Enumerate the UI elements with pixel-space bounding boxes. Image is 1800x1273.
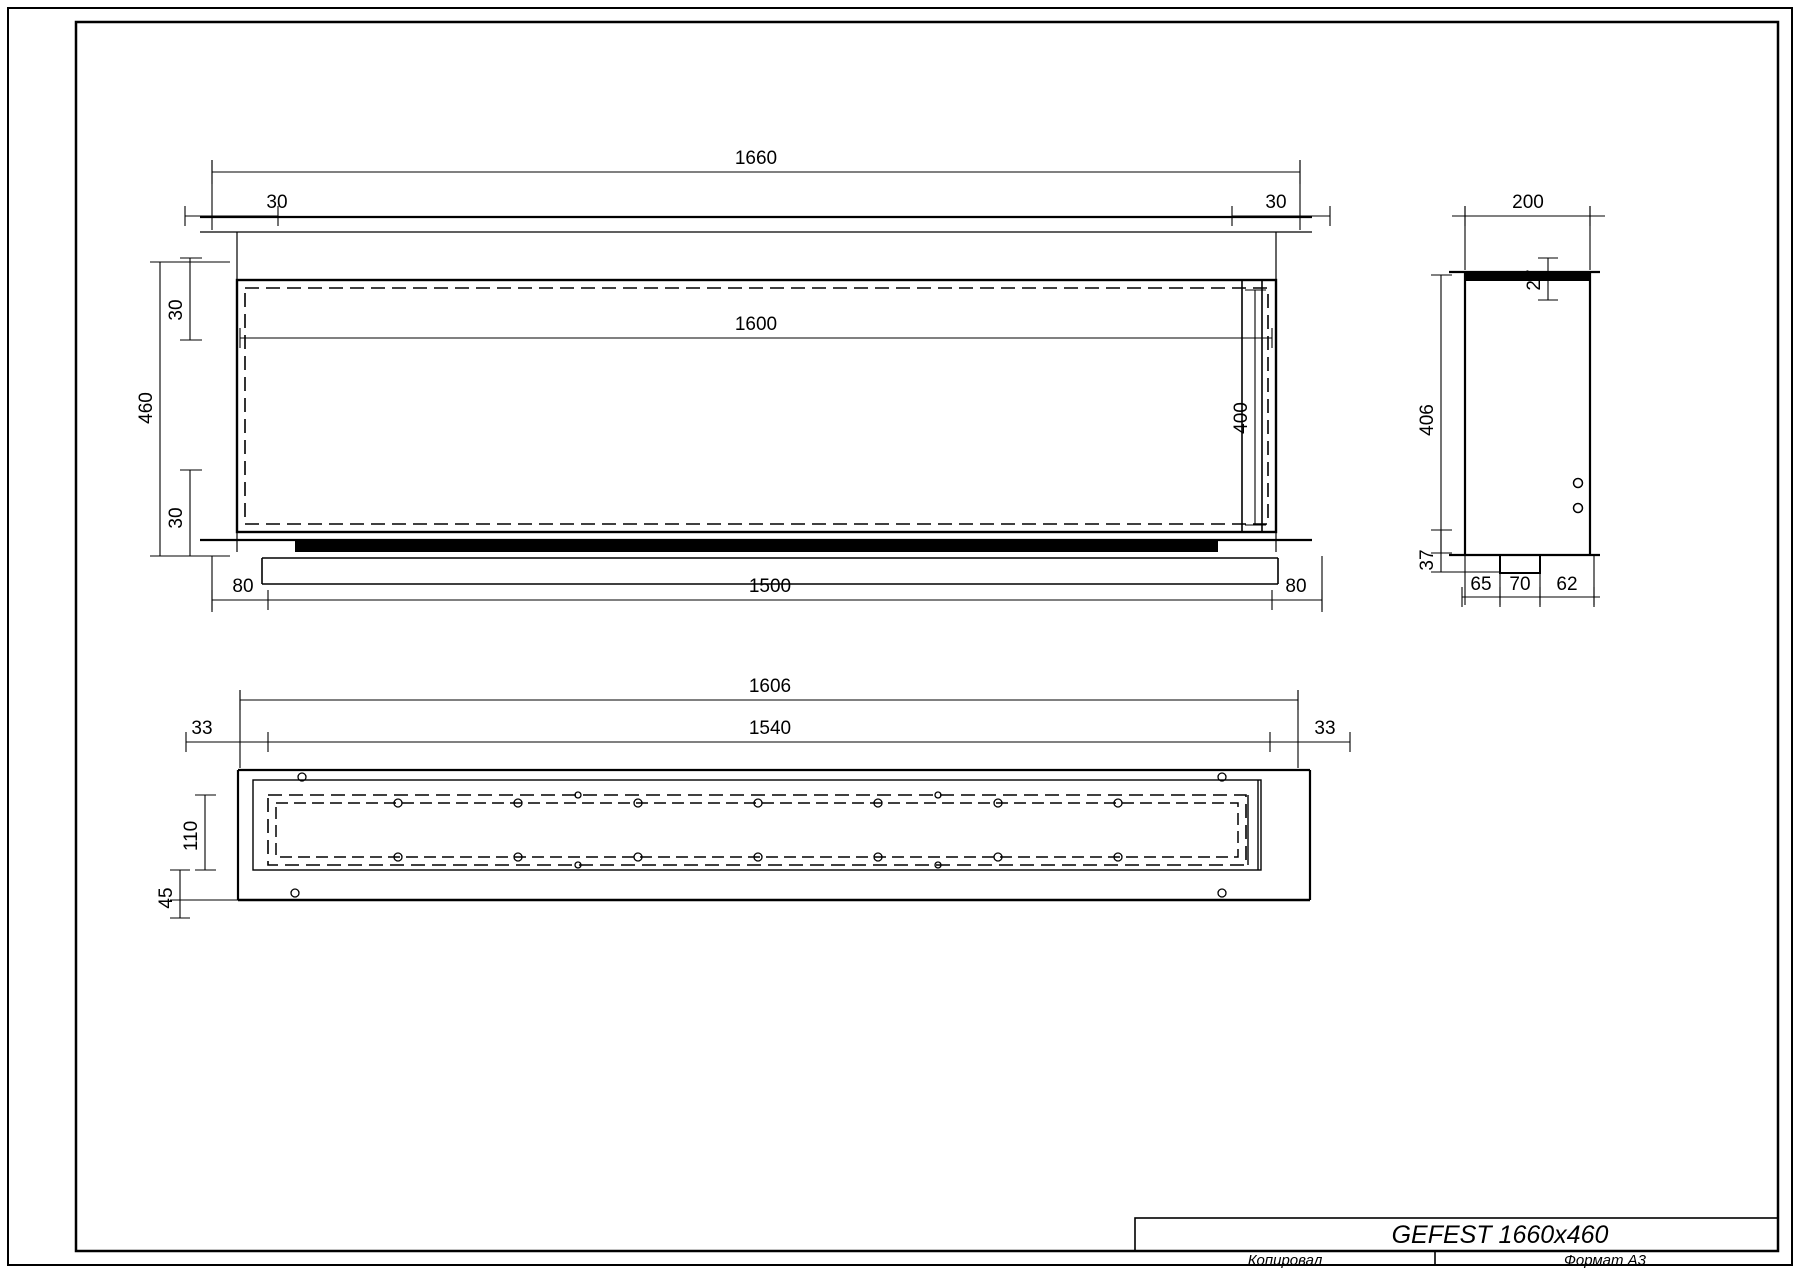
dim-foot-width: 70: [1509, 574, 1531, 595]
dim-foot-right: 62: [1556, 574, 1578, 595]
dim-inner-height: 400: [1231, 402, 1252, 434]
dim-base-width: 1500: [748, 576, 792, 597]
dim-top-offset: 30: [166, 299, 187, 321]
dim-foot-height: 37: [1417, 549, 1438, 571]
dim-top-inner-length: 1540: [748, 718, 792, 739]
dim-depth: 200: [1512, 192, 1544, 213]
dim-bottom-offset: 30: [166, 507, 187, 529]
dim-top-overall-length: 1606: [748, 676, 792, 697]
footer-format-label: Формат А3: [1563, 1252, 1647, 1269]
footer-copied-label: Копировал: [1247, 1252, 1323, 1269]
dim-top-left-offset: 33: [191, 718, 213, 739]
dim-base-left-offset: 80: [232, 576, 254, 597]
drawing-title: GEFEST 1660x460: [1391, 1221, 1609, 1249]
dim-top-inner-depth: 110: [181, 820, 202, 852]
dim-side-height: 406: [1417, 404, 1438, 436]
dim-top-edge-depth: 45: [156, 887, 177, 909]
dim-right-offset: 30: [1265, 192, 1287, 213]
dim-left-offset: 30: [266, 192, 288, 213]
dim-top-flange: 27: [1524, 269, 1545, 291]
dim-foot-left: 65: [1470, 574, 1492, 595]
dim-top-right-offset: 33: [1314, 718, 1336, 739]
dim-overall-width: 1660: [734, 148, 778, 169]
dim-overall-height: 460: [136, 392, 157, 424]
dim-inner-width: 1600: [734, 314, 778, 335]
dim-base-right-offset: 80: [1285, 576, 1307, 597]
